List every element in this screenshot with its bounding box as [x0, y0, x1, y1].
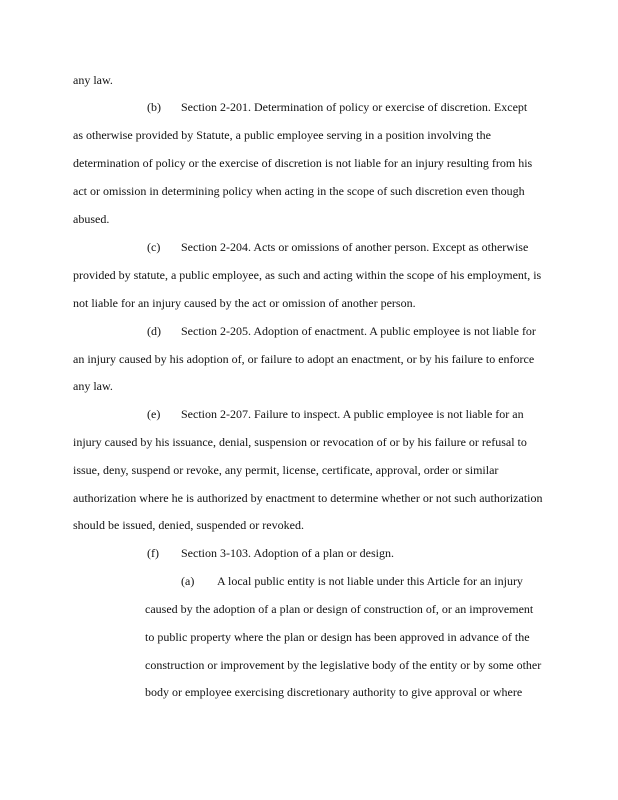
para-f-a-line: caused by the adoption of a plan or design of construction of, or an improvement [145, 602, 534, 616]
para-e-line: Section 2-207. Failure to inspect. A public employee is not liable for an [181, 407, 524, 421]
para-c-line: not liable for an injury caused by the act or omission of another person. [73, 296, 416, 310]
para-b-line: determination of policy or the exercise of discretion is not liable for an injury resulting from his [73, 156, 533, 170]
para-e-line: injury caused by his issuance, denial, suspension or revocation of or by his failure or refusal to [73, 435, 527, 449]
para-d-line: an injury caused by his adoption of, or failure to adopt an enactment, or by his failure to enforce [73, 352, 535, 366]
para-b-line: Section 2-201. Determination of policy or exercise of discretion. Except [181, 100, 528, 114]
para-e-line: authorization where he is authorized by enactment to determine whether or not such authorization [73, 491, 543, 505]
para-f-a-line: body or employee exercising discretionary authority to give approval or where [145, 685, 523, 699]
para-d-label: (d) [147, 324, 161, 338]
para-e-line: should be issued, denied, suspended or revoked. [73, 518, 304, 532]
para-f-label: (f) [147, 546, 159, 560]
para-b-line: act or omission in determining policy when acting in the scope of such discretion even though [73, 184, 525, 198]
para-c-line: provided by statute, a public employee, as such and acting within the scope of his employment, is [73, 268, 542, 282]
para-f-a-label: (a) [181, 574, 195, 588]
para-d-line: any law. [73, 379, 113, 393]
para-f-heading: Section 3-103. Adoption of a plan or design. [181, 546, 394, 560]
para-f-a-line: A local public entity is not liable under this Article for an injury [217, 574, 523, 588]
para-c-line: Section 2-204. Acts or omissions of another person. Except as otherwise [181, 240, 529, 254]
para-e-label: (e) [147, 407, 161, 421]
intro-line: any law. [73, 73, 113, 87]
para-b-line: as otherwise provided by Statute, a public employee serving in a position involving the [73, 128, 491, 142]
para-d-line: Section 2-205. Adoption of enactment. A public employee is not liable for [181, 324, 536, 338]
para-f-a-line: construction or improvement by the legislative body of the entity or by some other [145, 658, 542, 672]
para-b-label: (b) [147, 100, 161, 114]
para-e-line: issue, deny, suspend or revoke, any permit, license, certificate, approval, order or similar [73, 463, 499, 477]
para-c-label: (c) [147, 240, 161, 254]
para-f-a-line: to public property where the plan or design has been approved in advance of the [145, 630, 530, 644]
para-b-line: abused. [73, 212, 110, 226]
